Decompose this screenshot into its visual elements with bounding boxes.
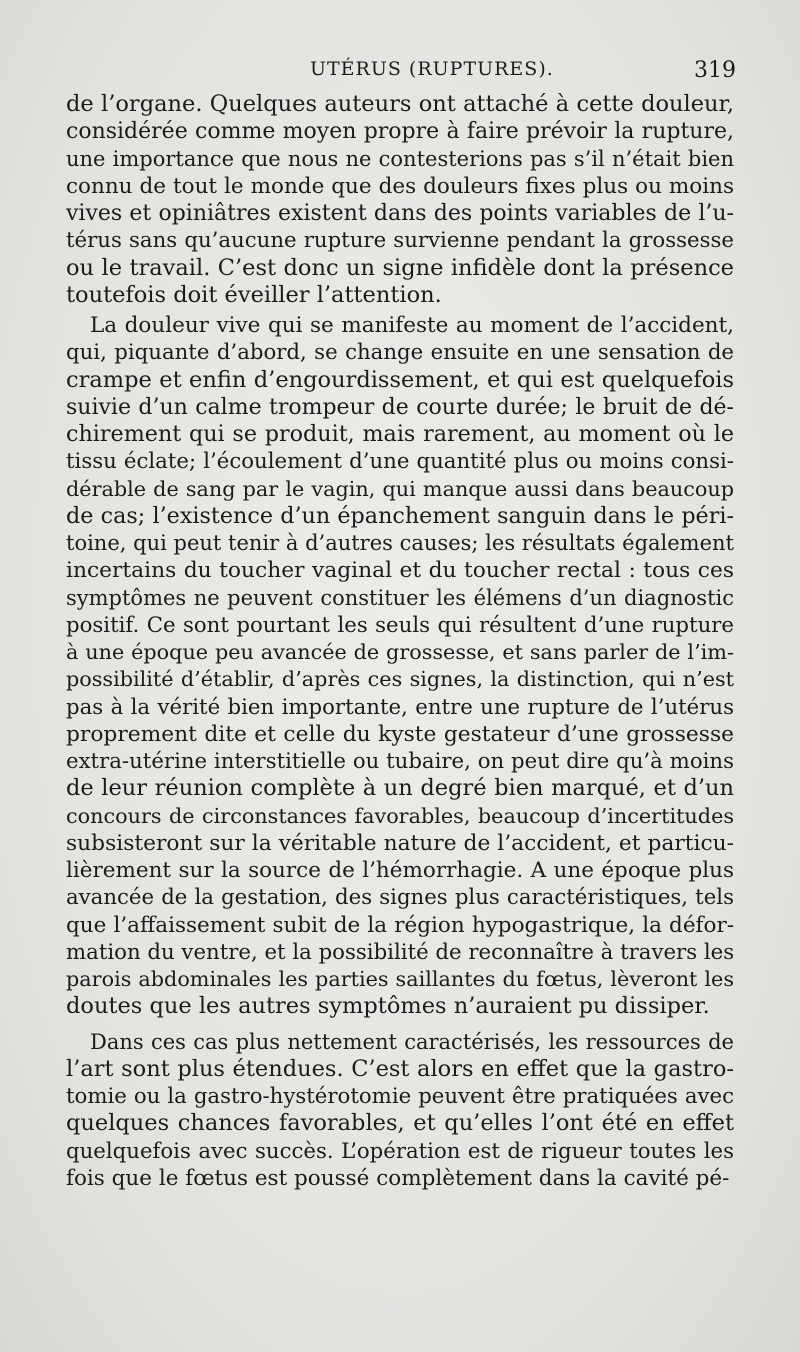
text-line: Dans ces cas plus nettement caractérisés, les ressources de <box>90 1029 734 1054</box>
text-line: incertains du toucher vaginal et du toucher rectal : tous ces <box>66 558 734 584</box>
text-line: avancée de la gestation, des signes plus caractéristiques, tels <box>66 885 734 911</box>
text-line: connu de tout le monde que des douleurs fixes plus ou moins <box>66 173 734 199</box>
text-line: fois que le fœtus est poussé complètement dans la cavité pé- <box>66 1165 730 1191</box>
running-head: UTÉRUS (RUPTURES). <box>310 58 554 80</box>
text-line: tomie ou la gastro-hystérotomie peuvent être pratiquées avec <box>66 1084 734 1109</box>
text-line: toine, qui peut tenir à d’autres causes; les résultats également <box>66 531 734 555</box>
text-line: symptômes ne peuvent constituer les élémens d’un diagnostic <box>66 585 734 610</box>
text-line: possibilité d’établir, d’après ces signes, la distinction, qui n’est <box>66 667 734 692</box>
text-line: l’art sont plus étendues. C’est alors en effet que la gastro- <box>66 1055 734 1082</box>
text-line: proprement dite et celle du kyste gestateur d’une grossesse <box>66 721 734 747</box>
text-line: doutes que les autres symptômes n’auraient pu dissiper. <box>66 993 710 1020</box>
text-line: parois abdominales les parties saillantes du fœtus, lèveront les <box>66 967 734 991</box>
text-line: vives et opiniâtres existent dans des points variables de l’u- <box>66 201 734 226</box>
page-number: 319 <box>694 58 736 83</box>
text-line: que l’affaissement subit de la région hypogastrique, la défor- <box>66 912 734 938</box>
text-line: positif. Ce sont pourtant les seuls qui résultent d’une rupture <box>66 612 734 638</box>
text-line: extra-utérine interstitielle ou tubaire, on peut dire qu’à moins <box>66 749 734 774</box>
text-line: considérée comme moyen propre à faire prévoir la rupture, <box>66 119 734 145</box>
text-line: concours de circonstances favorables, beaucoup d’incertitudes <box>66 803 734 828</box>
text-line: une importance que nous ne contesterions pas s’il n’était bien <box>66 146 734 171</box>
text-line: pas à la vérité bien importante, entre une rupture de l’utérus <box>66 694 734 720</box>
text-line: qui, piquante d’abord, se change ensuite en une sensation de <box>66 340 734 366</box>
text-line: de cas; l’existence d’un épanchement sanguin dans le péri- <box>66 502 734 529</box>
text-line: suivie d’un calme trompeur de courte durée; le bruit de dé- <box>66 394 734 420</box>
text-line: de leur réunion complète à un degré bien marqué, et d’un <box>66 775 734 802</box>
text-line: crampe et enfin d’engourdissement, et qui est quelquefois <box>66 366 734 393</box>
text-line: mation du ventre, et la possibilité de reconnaître à travers les <box>66 939 735 965</box>
text-line: subsisteront sur la véritable nature de l’accident, et particu- <box>66 830 734 856</box>
text-line: chirement qui se produit, mais rarement, au moment où le <box>66 421 734 447</box>
text-line: à une époque peu avancée de grossesse, et sans parler de l’im- <box>66 640 734 664</box>
text-line: quelquefois avec succès. L’opération est de rigueur toutes les <box>66 1138 734 1164</box>
text-line: tissu éclate; l’écoulement d’une quantité plus ou moins consi- <box>66 449 734 475</box>
paragraph <box>66 312 734 1021</box>
text-line: toutefois doit éveiller l’attention. <box>66 281 442 308</box>
text-line: La douleur vive qui se manifeste au moment de l’accident, <box>90 313 734 338</box>
paragraph <box>66 91 734 309</box>
text-line: quelques chances favorables, et qu’elles l’ont été en effet <box>66 1110 734 1137</box>
text-line: de l’organe. Quelques auteurs ont attaché à cette douleur, <box>66 91 734 117</box>
text-line: dérable de sang par le vagin, qui manque aussi dans beaucoup <box>66 476 734 501</box>
text-line: térus sans qu’aucune rupture survienne pendant la grossesse <box>66 228 734 254</box>
text-line: lièrement sur la source de l’hémorrhagie. A une époque plus <box>66 858 734 883</box>
body-text <box>66 91 734 1192</box>
text-line: ou le travail. C’est donc un signe infidèle dont la présence <box>66 254 734 281</box>
paragraph <box>66 1029 734 1193</box>
